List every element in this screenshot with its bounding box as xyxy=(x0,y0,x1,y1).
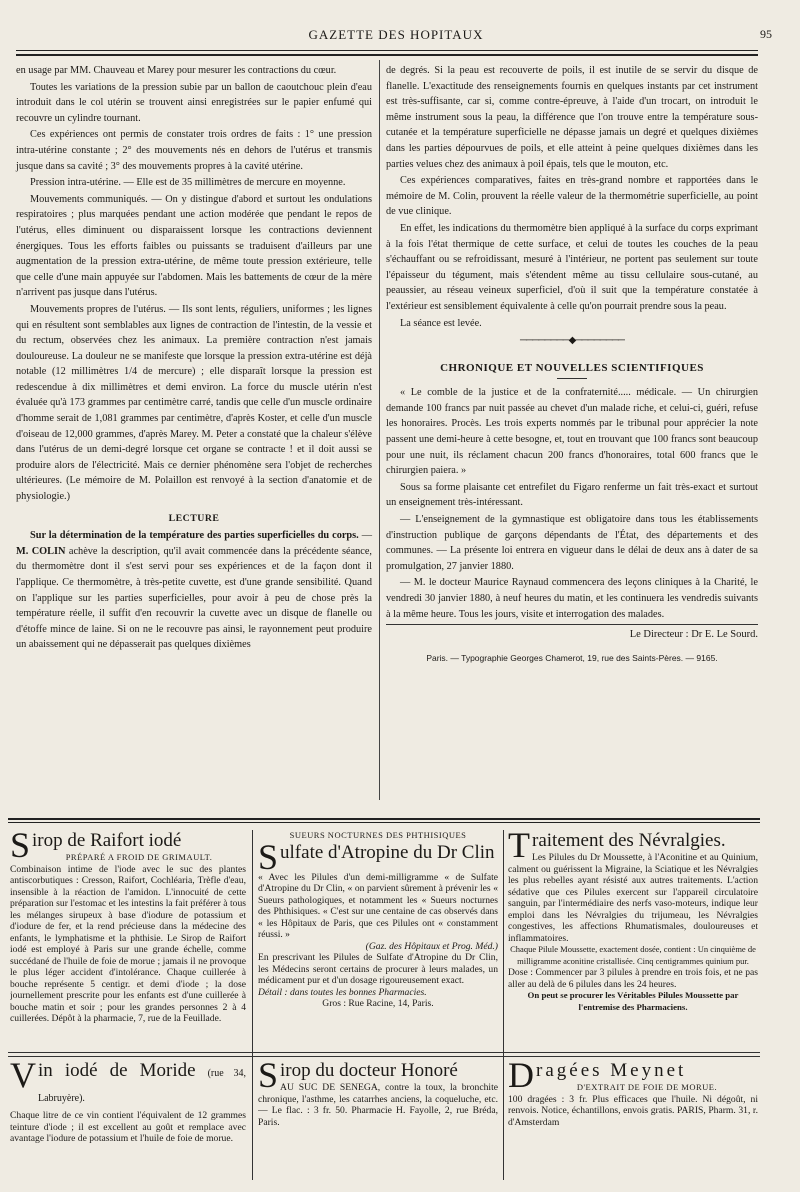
ornament-divider: ────────◆──────── xyxy=(519,335,625,347)
ads-row-rule-thin xyxy=(8,1056,760,1057)
ads-divider xyxy=(503,830,504,1180)
ads-rule-thin xyxy=(8,822,760,823)
title-rule xyxy=(557,378,587,379)
lecture-paragraph: Sur la détermination de la température des parties superficielles du corps. — M. COLIN achève la description, qu'il avait commencée dans la précédente séance, du thermomètre dont il s'est servi pour ses expériences et de la façon dont il l'applique. Ce thermomètre, à très-petite cuvette, est d'une grande sensibilité. Quand on l'applique sur les parties superficielles, pour avoir à peu de chose près la température réelle, il suffit d'en recouvrir la cuvette avec un disque de flanelle ou d'étoffe mince de laine. Si on ne le recouvre pas ainsi, le rayonnement peut produire un abaissement qui ne dépasserait pas quelques dixièmes xyxy=(16,530,372,651)
header-rule xyxy=(16,50,758,51)
ad-subheading: D'EXTRAIT DE FOIE DE MORUE. xyxy=(576,1082,718,1092)
header-rule-thick xyxy=(16,54,758,56)
paragraph: Pression intra-utérine. — Elle est de 35 millimètres de mercure en moyenne. xyxy=(30,177,346,189)
ads-rule xyxy=(8,818,760,820)
lecture-text: achève la description, qu'il avait commencée dans la précédente séance, du thermomètre dont il s'est servi pour ses expériences et de la façon dont il l'applique. Ce thermomètre, à très-petite cuvette, est d'une grande sensibilité. Quand on l'applique sur les parties superficielles, pour avoir à peu de chose près la température réelle, il suffit d'en recouvrir la cuvette avec un disque de flanelle ou d'étoffe mince de laine. Si on ne le recouvre pas ainsi, le rayonnement peut produire un abaissement qui ne dépasserait pas quelques dixièmes xyxy=(16,545,372,651)
paragraph: La séance est levée. xyxy=(400,317,482,329)
paragraph: « Le comble de la justice et de la confraternité..... médicale. — Un chirurgien demande 100 francs par nuit passée au chevet d'un malade riche, et celui-ci, guéri, refuse les honoraires. Procès. Les trois experts nommés par le tribunal pour apprécier la note passent une demi-heure à cette besogne, et, tout en trouvant que 100 francs sont beaucoup pour une nuit, ils réclament chacun 200 francs d'honoraires, total 600 francs que le chirurgien paiera. » xyxy=(386,387,758,477)
section-title-lecture: LECTURE xyxy=(168,512,220,524)
ad-heading: Vin iodé de Moride (rue 34, Labruyère). xyxy=(10,1060,246,1104)
ad-detail: Détail : dans toutes les bonnes Pharmacies. xyxy=(258,986,427,998)
ad-text: Les Pilules du Dr Moussette, à l'Aconitine et au Quinium, calment ou guérissent la Migraine, la Sciatique et les Névralgies les plus rebelles ayant résisté aux autres traitements. L'action sédative que ces Pilules exercent sur l'appareil circulatoire sanguin, par l'intermédiaire des nerfs vaso-moteurs, indique leur emploi dans les Névralgies du trijumeau, les Névralgies congestives, les affections Rhumatismales, douloureuses et inflammatoires. xyxy=(508,852,758,944)
ad-footer: On peut se procurer les Véritables Pilules Moussette par l'entremise des Pharmaciens. xyxy=(527,990,739,1012)
lecture-title: Sur la détermination de la température des parties superficielles du corps. xyxy=(30,530,359,542)
ad-source: (Gaz. des Hôpitaux et Prog. Méd.) xyxy=(365,940,498,952)
ad-sirop-honore xyxy=(258,1060,498,1184)
paragraph: Mouvements propres de l'utérus. — Ils sont lents, réguliers, uniformes ; les lignes qui en résultent sont semblables aux lignes de contraction de l'intestin, de la vessie et du rectum, observées chez les animaux. La première contraction n'est jamais douloureuse. La douleur ne se manifeste que lorsque la pression extra-utérine est déjà notable (12 millimètres 1/4 de mercure) ; elle disparaît lorsque la pression est redescendue à dix millimètres et demi environ. La force du muscle utérin n'est évaluée qu'à 173 grammes par centimètre carré, tandis que celle d'un muscle ordinaire d'homme serait de 1,081 grammes par centimètre, d'après Koster, et celle d'un muscle d'oiseau de 12,000 grammes, d'après Marey. M. Peter a constaté que la chaleur s'élève dans l'utérus de un demi-degré lorsque cet organe se contracte ! et il doit aussi se produire alors de l'électricité. Mais ce dernier phénomène sera l'objet de recherches ultérieures. (Le mémoire de M. Polaillon est renvoyé à la section d'anatomie et de physiologie.) xyxy=(16,303,372,503)
ad-heading: Sulfate d'Atropine du Dr Clin xyxy=(258,836,495,877)
ad-heading: Sirop de Raifort iodé xyxy=(10,830,182,865)
ad-subheading: PRÉPARÉ A FROID DE GRIMAULT. xyxy=(65,852,213,862)
ad-text: 100 dragées : 3 fr. Plus efficaces que l'huile. Ni dégoût, ni renvois. Notice, échantillons, envois gratis. PARIS, Pharm. 31, r. d'Amsterdam xyxy=(508,1093,758,1128)
director-signature: Le Directeur : Dr E. Le Sourd. xyxy=(386,624,758,643)
ad-sirop-raifort xyxy=(10,830,246,1052)
ad-dragees-meynet xyxy=(508,1060,758,1184)
ad-heading: Traitement des Névralgies. xyxy=(508,830,726,865)
page-header xyxy=(16,24,776,46)
ad-sulfate-atropine xyxy=(258,830,498,1052)
paragraph: Mouvements communiqués. — On y distingue d'abord et surtout les ondulations respiratoires ; plus marquées pendant une action modérée que pendant le repos de l'utérus, elles diminuent ou disparaissent lorsque les contractions deviennent énergiques. Tous les efforts faibles ou puissants se traduisent d'ailleurs par une augmentation de la pression extra-utérine, de même toute pression extérieure, telle que celle d'une main appuyée sur l'abdomen. Mais les battements de cœur de la mère n'arrivent pas jusque dans l'utérus. xyxy=(16,193,372,299)
ad-traitement-nevralgies xyxy=(508,830,758,1052)
paragraph: Toutes les variations de la pression subie par un ballon de caoutchouc plein d'eau introduit dans le col utérin se trouvent ainsi enregistrées sur le papier enfumé qui recouvre un cylindre tournant. xyxy=(16,81,372,124)
ad-text: Combinaison intime de l'iode avec le suc des plantes antiscorbutiques : Cresson, Raifort, Cochléaria, Trèfle d'eau, insensible à la réaction de l'amidon. L'innocuité de cette préparation sur l'estomac et les intestins la fait préférer à tous les mélanges sirupeux à base d'iodure de potassium et d'iodure de fer, et la rend précieuse dans la médecine des enfants, le lymphatisme et la phthisie. Le Sirop de Raifort iodé est employé à Paris sur une grande échelle, comme succédané de l'huile de foie de morue ; jamais il ne provoque le plus léger accident d'intolérance. Chaque cuillerée à bouche représente 5 centigr. et demi d'iode ; la dose journellement prescrite pour les enfants est d'une cuillerée à bouche matin et soir ; pour les grandes personnes 2 à 4 cuillerées. Dépôt à la pharmacie, 7, rue de la Feuillade. xyxy=(10,863,246,1024)
ads-row-rule xyxy=(8,1052,760,1053)
ad-text: AU SUC DE SENEGA, contre la toux, la bronchite chronique, l'asthme, les catarrhes anciens, la coqueluche, etc. — Le flac. : 3 fr. 50. Pharmacie H. Fayolle, 2, rue Bréda, Paris. xyxy=(258,1082,498,1128)
ad-text: En prescrivant les Pilules de Sulfate d'Atropine du Dr Clin, les Médecins seront certains de procurer à leurs malades, un médicament pur et d'un dosage rigoureusement exact. xyxy=(258,952,498,986)
ad-heading: Dragées Meynet xyxy=(508,1060,687,1095)
ad-address: Gros : Rue Racine, 14, Paris. xyxy=(322,998,434,1009)
column-divider xyxy=(379,60,380,800)
journal-title: GAZETTE DES HOPITAUX xyxy=(308,27,484,42)
ad-composition: Chaque Pilule Moussette, exactement dosée, contient : Un cinquième de milligramme aconitine cristallisée. Cinq centigrammes quinium pur. xyxy=(510,944,756,966)
paragraph: Sous sa forme plaisante cet entrefilet du Figaro renferme un fait très-exact et surtout un enseignement très-intéressant. xyxy=(386,481,758,509)
paragraph: en usage par MM. Chauveau et Marey pour mesurer les contractions du cœur. xyxy=(16,65,337,76)
right-column xyxy=(386,63,758,666)
ad-top-line: SUEURS NOCTURNES DES PHTHISIQUES xyxy=(289,830,467,840)
ads-divider xyxy=(252,830,253,1180)
ad-dose: Dose : Commencer par 3 pilules à prendre en trois fois, et ne pas aller au delà de 6 pilules dans les 24 heures. xyxy=(508,967,758,990)
ad-vin-iode-moride xyxy=(10,1060,246,1184)
printer-line: Paris. — Typographie Georges Chamerot, 19, rue des Saints-Pères. — 9165. xyxy=(426,652,718,663)
left-column xyxy=(16,63,372,654)
paragraph: de degrés. Si la peau est recouverte de poils, il est inutile de se servir du disque de flanelle. L'exactitude des renseignements fournis en quelques instants par cet instrument est très-suffisante, car si, comme contre-épreuve, à l'aide d'un trocart, on introduit le même instrument sous la peau, la différence que l'on trouve entre la température sous-cutanée et la température superficielle ne dépasse jamais un degré et quelques dixièmes dans les parties dépourvues de poils, et elle atteint à peine quelques dixièmes dans les parties velues chez des animaux à poil épais, tels que le mouton, etc. xyxy=(386,65,758,170)
paragraph: En effet, les indications du thermomètre bien appliqué à la surface du corps exprimant à la fois l'état thermique de cette surface, et celui de toutes les couches de la peau s'échauffant ou se refroidissant, mesuré à l'intérieur, ne portent pas seulement sur toute l'épaisseur du tégument, mais s'étendent même au tissu cellulaire sous-cutané, au peaussier, au réseau veineux superficiel, d'où il suit que la température constatée à l'extérieur est sensiblement équivalente à celle qu'on pourrait prendre sous la peau. xyxy=(386,222,758,312)
lecture-author: M. COLIN xyxy=(16,545,66,557)
paragraph: Ces expériences comparatives, faites en très-grand nombre et rapportées dans le mémoire de M. Colin, prouvent la réelle valeur de la thermométrie superficielle, au point de vue clinique. xyxy=(386,175,758,218)
paragraph: — M. le docteur Maurice Raynaud commencera des leçons cliniques à la Charité, le vendredi 30 janvier 1880, à neuf heures du matin, et les continuera les vendredis suivants à la même heure. Tous les jours, visite et interrogation des malades. xyxy=(386,577,758,620)
page-number: 95 xyxy=(760,27,772,41)
ad-text: « Avec les Pilules d'un demi-milligramme « de Sulfate d'Atropine du Dr Clin, « on parvient sûrement à prévenir les « Sueurs pathologiques, et notamment les « Sueurs nocturnes des Phthisiques. « C'est sur une centaine de cas observés dans « les Hôpitaux de Paris, que ces Pilules ont « constamment réussi. » xyxy=(258,871,498,940)
ad-heading: Sirop du docteur Honoré xyxy=(258,1060,458,1095)
chronique-title: CHRONIQUE ET NOUVELLES SCIENTIFIQUES xyxy=(440,361,704,374)
paragraph: Ces expériences ont permis de constater trois ordres de faits : 1° une pression intra-utérine constante ; 2° des mouvements nés en dehors de l'utérus et transmis jusque dans sa cavité ; 3° des mouvements propres à la cavité utérine. xyxy=(16,129,372,172)
ad-text: Chaque litre de ce vin contient l'équivalent de 12 grammes teinture d'iode ; il est excellent au goût et remplace avec avantage l'iodure de potassium et l'huile de foie de morue. xyxy=(10,1110,246,1144)
paragraph: — L'enseignement de la gymnastique est obligatoire dans tous les établissements d'instruction publique de garçons dépendants de l'État, des départements et des communes. — La présente loi entrera en vigueur dans le délai de deux ans à dater de sa promulgation, 27 janvier 1880. xyxy=(386,514,758,572)
